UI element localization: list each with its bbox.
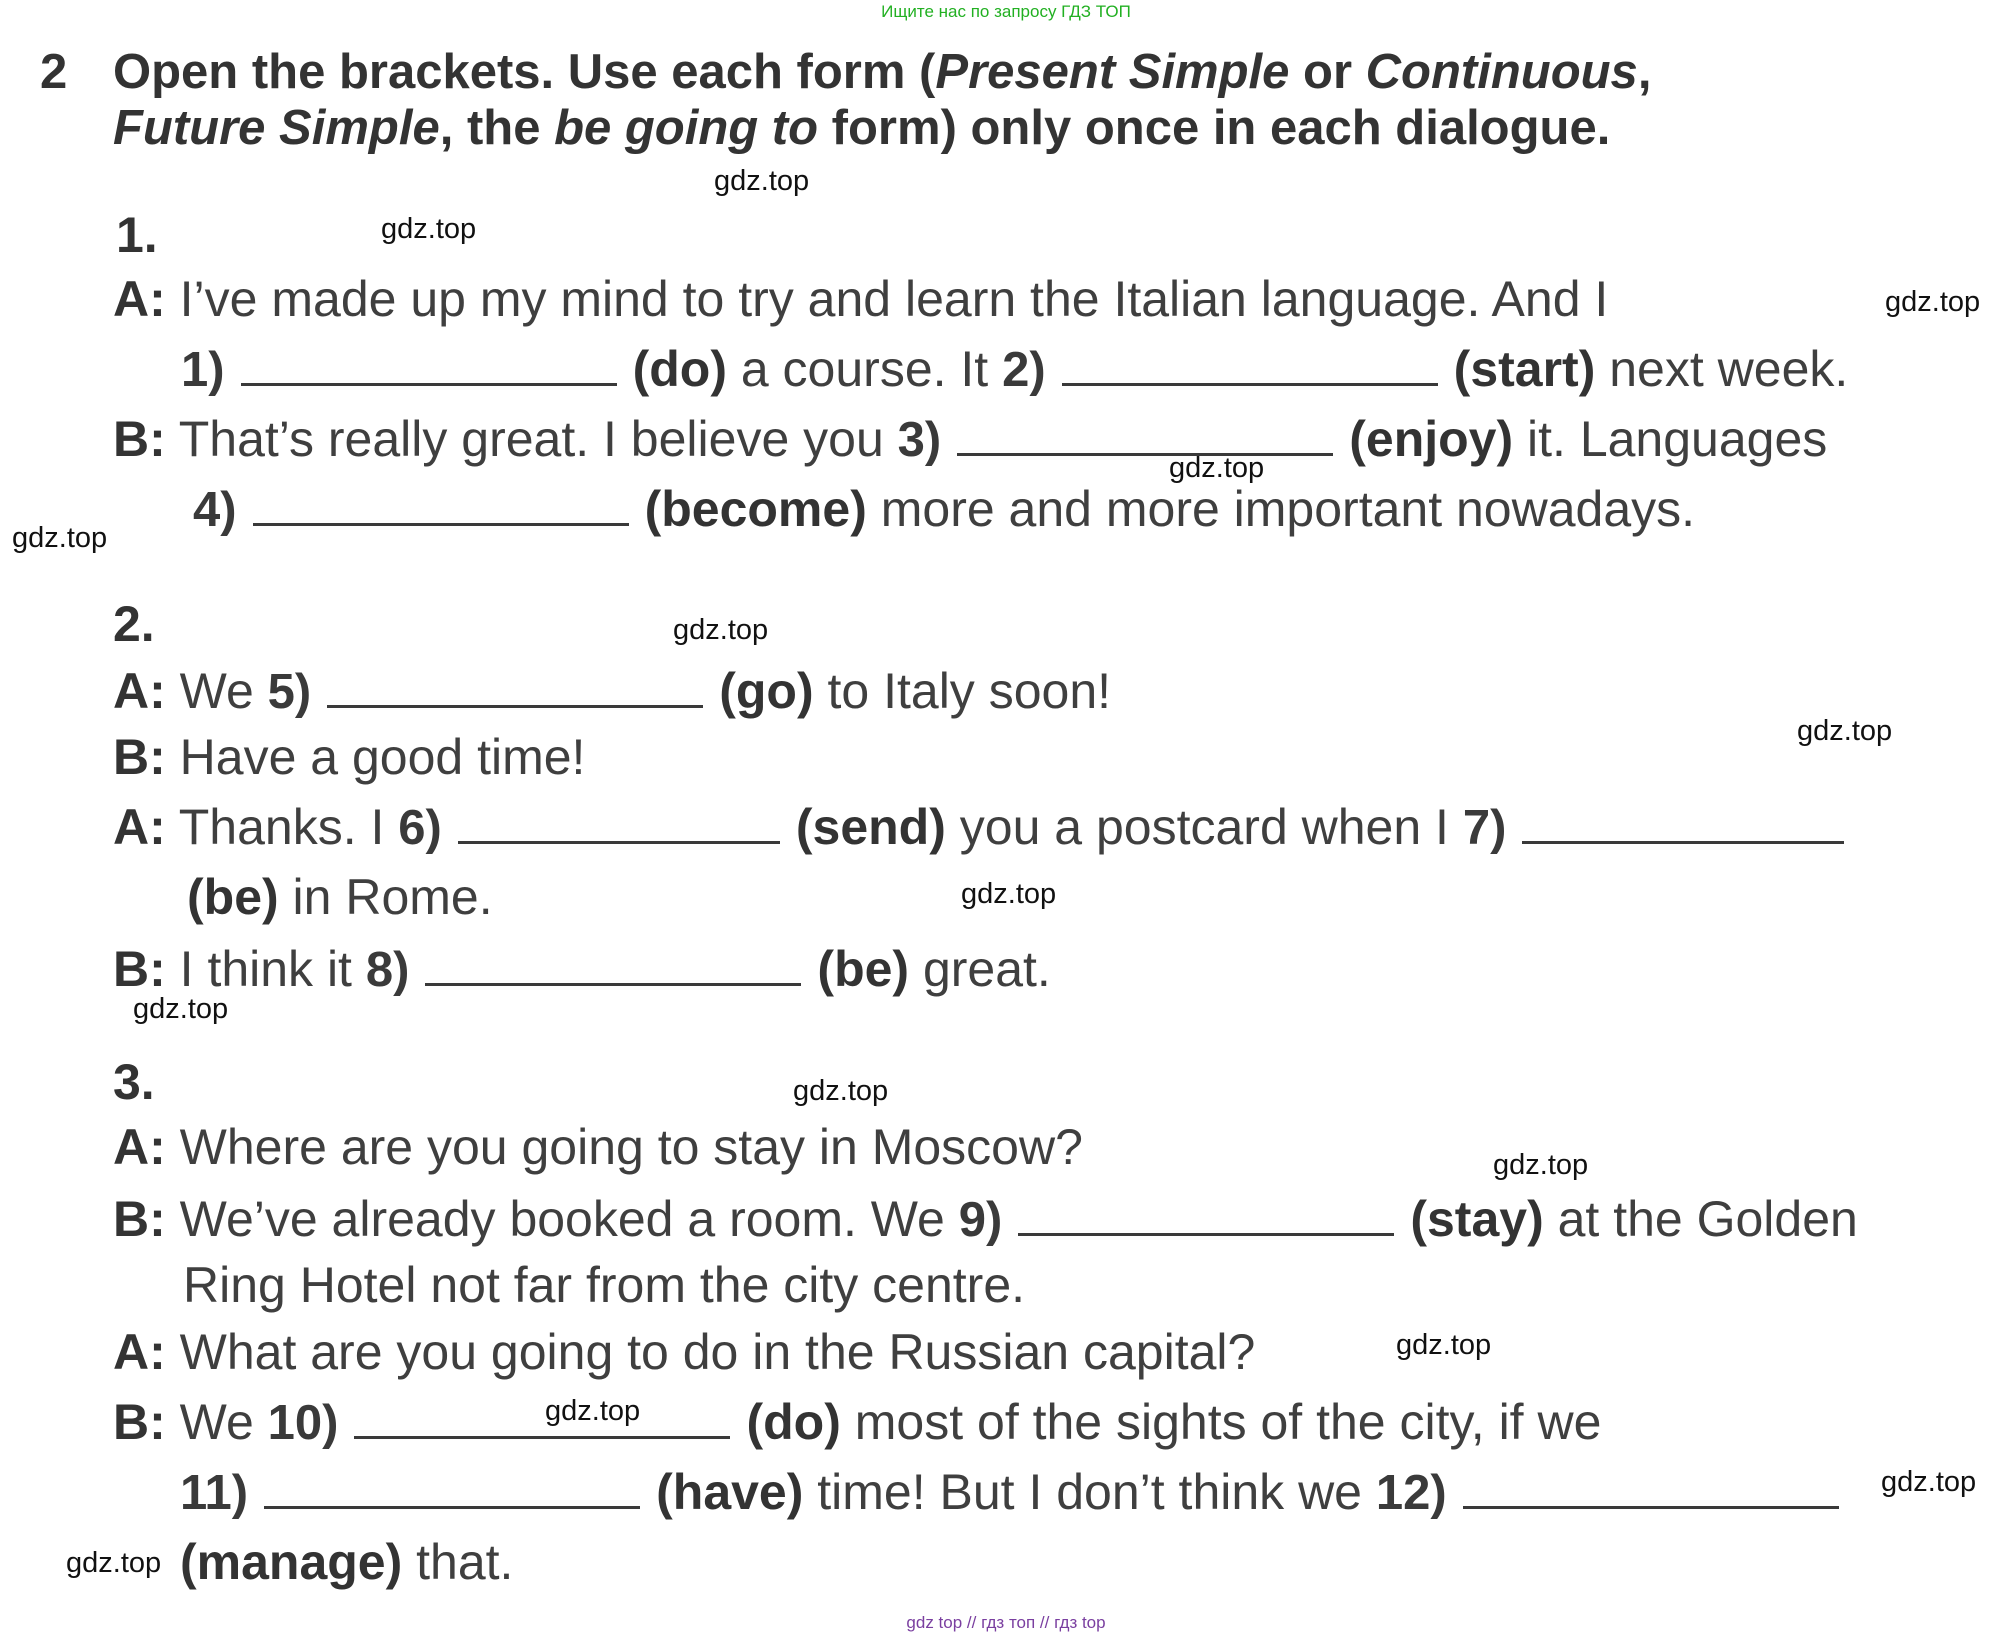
- blank-11[interactable]: [264, 1470, 640, 1509]
- watermark: gdz.top: [1885, 286, 1981, 318]
- dialogue-1-line-4: 4) (become) more and more important nowadays.: [193, 481, 1696, 537]
- dialogue-3-line-3: Ring Hotel not far from the city centre.: [183, 1257, 1026, 1313]
- watermark: gdz.top: [673, 614, 769, 646]
- watermark: gdz.top: [133, 993, 229, 1025]
- blank-8[interactable]: [425, 947, 801, 986]
- dialogue-1-number: 1.: [116, 207, 158, 263]
- dialogue-2-line-4: (be) in Rome.: [187, 869, 493, 925]
- blank-7[interactable]: [1522, 805, 1844, 844]
- dialogue-1-line-1: A: I’ve made up my mind to try and learn the Italian language. And I: [113, 271, 1609, 327]
- watermark: gdz.top: [714, 165, 810, 197]
- blank-10[interactable]: [354, 1400, 730, 1439]
- watermark: gdz.top: [1493, 1149, 1589, 1181]
- dialogue-3-number: 3.: [113, 1054, 155, 1110]
- blank-2[interactable]: [1062, 347, 1438, 386]
- dialogue-3-line-5: B: We 10) (do) most of the sights of the city, if we: [113, 1394, 1602, 1450]
- blank-9[interactable]: [1018, 1197, 1394, 1236]
- watermark: gdz.top: [1396, 1329, 1492, 1361]
- blank-4[interactable]: [253, 487, 629, 526]
- blank-3[interactable]: [957, 417, 1333, 456]
- instruction-line-1: Open the brackets. Use each form (Present Simple or Continuous,: [113, 45, 1652, 99]
- watermark: gdz.top: [545, 1395, 641, 1427]
- watermark: gdz.top: [793, 1075, 889, 1107]
- watermark: gdz.top: [1881, 1466, 1977, 1498]
- task-number: 2: [40, 45, 68, 99]
- footer-note: gdz top // гдз топ // гдз top: [906, 1613, 1106, 1632]
- watermark: gdz.top: [1169, 452, 1265, 484]
- blank-5[interactable]: [327, 669, 703, 708]
- instruction-line-2: Future Simple, the be going to form) only once in each dialogue.: [113, 101, 1611, 155]
- dialogue-2-line-3: A: Thanks. I 6) (send) you a postcard when I 7): [113, 798, 1860, 856]
- dialogue-2-number: 2.: [113, 596, 155, 652]
- watermark: gdz.top: [381, 213, 477, 245]
- dialogue-3-line-1: A: Where are you going to stay in Moscow?: [113, 1119, 1083, 1175]
- dialogue-3-line-2: B: We’ve already booked a room. We 9) (stay) at the Golden: [113, 1191, 1858, 1247]
- dialogue-3-line-4: A: What are you going to do in the Russian capital?: [113, 1324, 1256, 1380]
- dialogue-2-line-2: B: Have a good time!: [113, 729, 586, 785]
- watermark: gdz.top: [66, 1547, 162, 1579]
- watermark: gdz.top: [1797, 715, 1893, 747]
- dialogue-3-line-6: 11) (have) time! But I don’t think we 12): [180, 1463, 1855, 1521]
- watermark: gdz.top: [961, 878, 1057, 910]
- blank-12[interactable]: [1463, 1470, 1839, 1509]
- dialogue-2-line-5: B: I think it 8) (be) great.: [113, 941, 1051, 997]
- dialogue-3-line-7: (manage) that.: [180, 1534, 514, 1590]
- dialogue-1-line-2: 1) (do) a course. It 2) (start) next week.: [181, 341, 1849, 397]
- top-note: Ищите нас по запросу ГДЗ ТОП: [881, 2, 1131, 21]
- blank-1[interactable]: [241, 347, 617, 386]
- watermark: gdz.top: [12, 522, 108, 554]
- dialogue-2-line-1: A: We 5) (go) to Italy soon!: [113, 663, 1112, 719]
- blank-6[interactable]: [458, 805, 780, 844]
- dialogue-1-line-3: B: That’s really great. I believe you 3) (enjoy) it. Languages: [113, 411, 1828, 467]
